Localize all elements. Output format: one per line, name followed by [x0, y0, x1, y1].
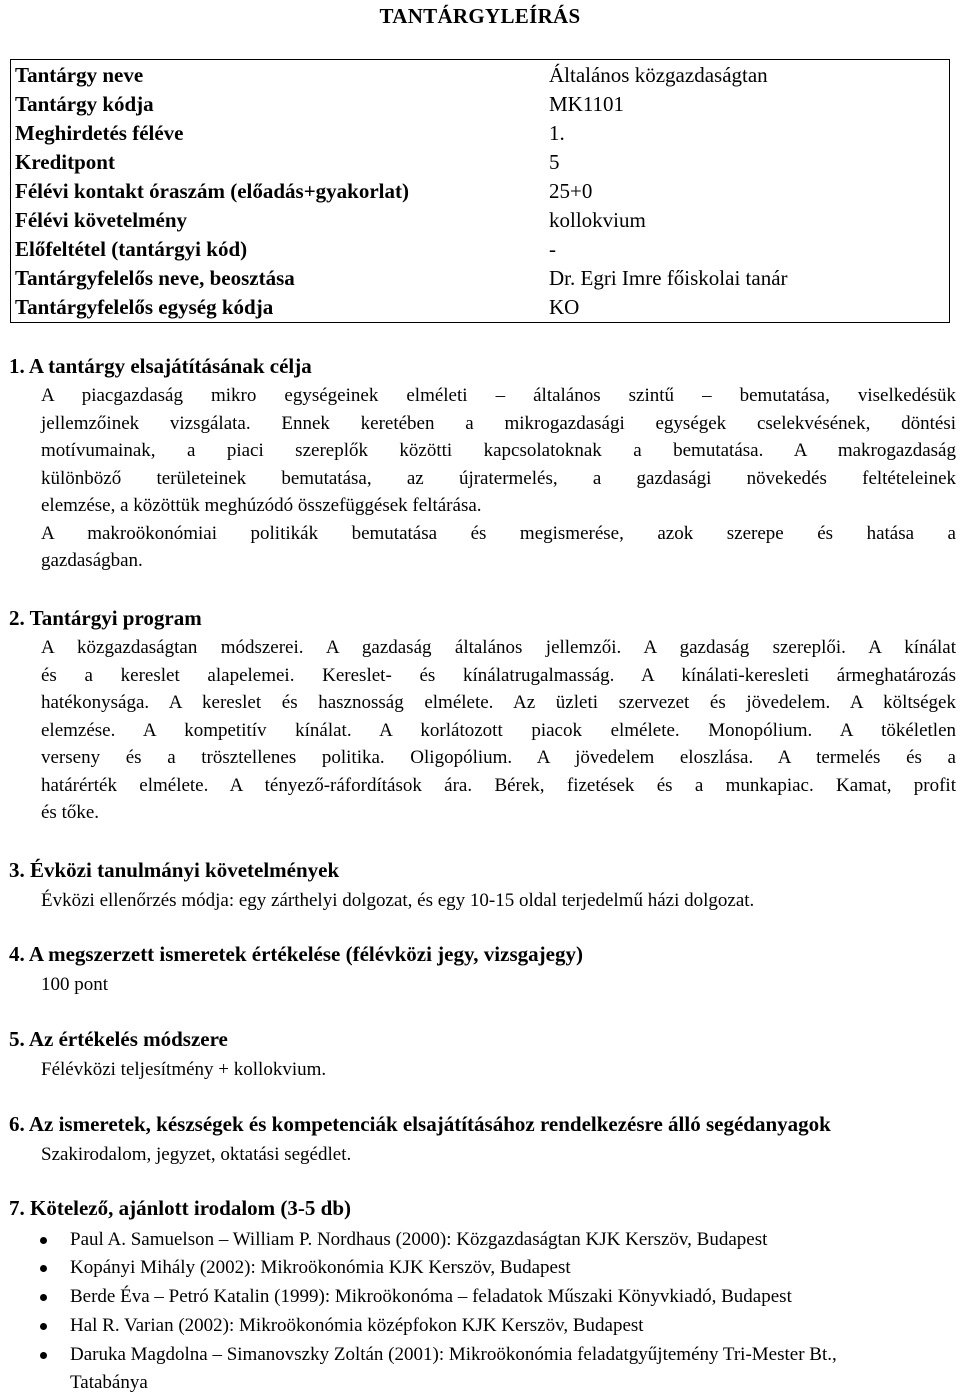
- literature-item: Berde Éva – Petró Katalin (1999): Mikroökonóma – feladatok Műszaki Könyvkiadó, Budapest: [70, 1286, 792, 1307]
- bullet-icon: [40, 1294, 47, 1301]
- info-label: Meghirdetés féléve: [15, 121, 184, 145]
- bullet-icon: [40, 1323, 47, 1330]
- info-value: MK1101: [549, 92, 625, 116]
- info-row-contact-hours: [11, 177, 949, 206]
- info-label: Félévi követelmény: [15, 208, 188, 232]
- info-value: 5: [549, 150, 560, 174]
- info-label: Tantárgyfelelős egység kódja: [15, 295, 274, 319]
- section-title: 7. Kötelező, ajánlott irodalom (3-5 db): [9, 1196, 351, 1220]
- info-row-requirement: [11, 206, 949, 235]
- section-objective-body: [41, 382, 956, 575]
- text-line: és tőke.: [41, 802, 100, 823]
- info-label: Tantárgyfelelős neve, beosztása: [15, 266, 295, 290]
- info-label: Előfeltétel (tantárgyi kód): [15, 237, 248, 261]
- info-value: 25+0: [549, 179, 593, 203]
- info-label: Tantárgy neve: [15, 63, 144, 87]
- info-row-prerequisite: [11, 235, 949, 264]
- info-value: Dr. Egri Imre főiskolai tanár: [549, 266, 788, 290]
- info-row-responsible: [11, 264, 949, 293]
- section-title: 5. Az értékelés módszere: [9, 1027, 228, 1051]
- literature-item: Hal R. Varian (2002): Mikroökonómia középfokon KJK Kerszöv, Budapest: [70, 1315, 644, 1336]
- text-line: gazdaságban.: [41, 550, 143, 571]
- course-info-table: [10, 59, 950, 323]
- info-row-credits: [11, 148, 949, 177]
- literature-item-continuation: Tatabánya: [70, 1372, 148, 1393]
- info-row-semester: [11, 119, 949, 148]
- info-label: Félévi kontakt óraszám (előadás+gyakorlat): [15, 179, 410, 203]
- text-line: verseny és a trösztellenes politika. Oligopólium. A jövedelem eloszlása. A termelés és a: [41, 747, 956, 768]
- info-row-course-name: [11, 61, 949, 90]
- section-title: 6. Az ismeretek, készségek és kompetenciák elsajátításához rendelkezésre álló segédanyagok: [9, 1112, 831, 1136]
- text-line: hatékonysága. A kereslet és hasznosság elmélete. Az üzleti szervezet és jövedelem. A költségek: [41, 692, 956, 713]
- document-title: TANTÁRGYLEÍRÁS: [379, 4, 581, 28]
- info-value: 1.: [549, 121, 565, 145]
- section-title: 3. Évközi tanulmányi követelmények: [9, 858, 340, 882]
- text-line: motívumainak, a piaci szereplők közötti kapcsolatoknak a bemutatása. A makrogazdaság: [41, 440, 956, 461]
- section-program-body: [41, 634, 956, 827]
- text-line: A piacgazdaság mikro egységeinek elméleti – általános szintű – bemutatása, viselkedésük: [41, 385, 956, 406]
- section-text: Évközi ellenőrzés módja: egy zárthelyi dolgozat, és egy 10-15 oldal terjedelmű házi dolgozat.: [41, 890, 755, 911]
- text-line: jellemzőinek vizsgálata. Ennek keretében a mikrogazdasági egységek cselekvésének, döntési: [41, 412, 956, 434]
- text-line: elemzése. A kompetitív kínálat. A korlátozott piacok elmélete. Monopólium. A tökéletlen: [41, 719, 956, 741]
- info-label: Tantárgy kódja: [15, 92, 154, 116]
- text-line: A közgazdaságtan módszerei. A gazdaság általános jellemzői. A gazdaság szereplői. A kínálat: [41, 637, 956, 658]
- literature-item: Kopányi Mihály (2002): Mikroökonómia KJK Kerszöv, Budapest: [70, 1257, 571, 1278]
- text-line: különböző területeinek bemutatása, az újratermelés, a gazdasági növekedés feltételeinek: [41, 467, 956, 489]
- section-title: 2. Tantárgyi program: [9, 606, 202, 630]
- literature-item: Daruka Magdolna – Simanovszky Zoltán (2001): Mikroökonómia feladatgyűjtemény Tri-Mester Bt.,: [70, 1344, 837, 1365]
- section-text: Szakirodalom, jegyzet, oktatási segédlet.: [41, 1144, 352, 1165]
- section-title: 1. A tantárgy elsajátításának célja: [9, 354, 312, 378]
- literature-item: Paul A. Samuelson – William P. Nordhaus (2000): Közgazdaságtan KJK Kerszöv, Budapest: [70, 1229, 768, 1250]
- text-line: és a kereslet alapelemei. Kereslet- és kínálatrugalmasság. A kínálati-keresleti ármeghatározás: [41, 664, 956, 686]
- info-value: KO: [549, 295, 580, 319]
- section-text: 100 pont: [41, 974, 109, 995]
- bullet-icon: [40, 1352, 47, 1359]
- text-line: határérték elmélete. A tényező-ráfordítások ára. Bérek, fizetések és a munkapiac. Kamat, profit: [41, 774, 956, 796]
- section-text: Félévközi teljesítmény + kollokvium.: [41, 1059, 327, 1080]
- text-line: A makroökonómiai politikák bemutatása és megismerése, azok szerepe és hatása a: [41, 522, 956, 544]
- info-value: -: [549, 237, 556, 261]
- info-value: kollokvium: [549, 208, 646, 232]
- bullet-icon: [40, 1237, 47, 1244]
- info-row-course-code: [11, 90, 949, 119]
- info-label: Kreditpont: [15, 150, 115, 174]
- section-title: 4. A megszerzett ismeretek értékelése (félévközi jegy, vizsgajegy): [9, 942, 583, 966]
- text-line: elemzése, a közöttük meghúzódó összefüggések feltárása.: [41, 495, 482, 516]
- info-value: Általános közgazdaságtan: [549, 63, 768, 87]
- info-row-unit-code: [11, 293, 949, 322]
- bullet-icon: [40, 1265, 47, 1272]
